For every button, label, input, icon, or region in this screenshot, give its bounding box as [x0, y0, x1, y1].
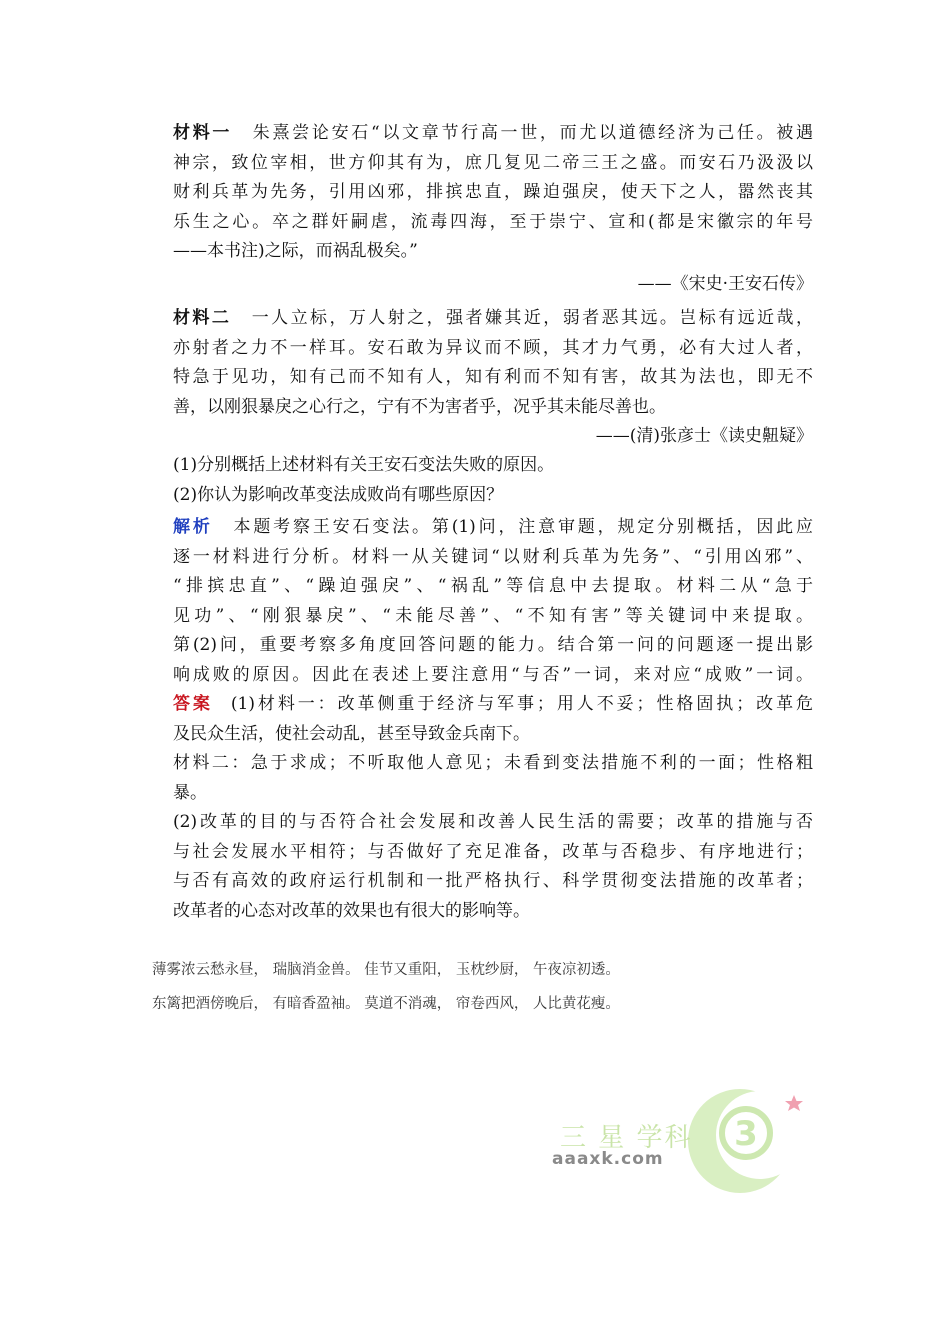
- svg-text:3: 3: [734, 1114, 758, 1154]
- poem-line-1: 薄雾浓云愁永昼， 瑞脑消金兽。 佳节又重阳， 玉枕纱厨， 午夜凉初透。: [152, 962, 620, 978]
- answer-line: 材料二：急于求成；不听取他人意见；未看到变法措施不利的一面；性格粗: [173, 753, 813, 773]
- answer-label: 答案: [173, 694, 213, 714]
- analysis-line: 第(2)问，重要考察多角度回答问题的能力。结合第一问的问题逐一提出影: [173, 635, 813, 655]
- answer: [173, 690, 813, 926]
- analysis-line: 解析 本题考察王安石变法。第(1)问，注意审题，规定分别概括，因此应: [173, 517, 813, 537]
- answer-line: 及民众生活，使社会动乱，甚至导致金兵南下。: [173, 723, 530, 744]
- material-one-label: 材料一: [173, 123, 233, 143]
- material-two-line: 善，以刚狠暴戾之心行之，宁有不为害者乎，况乎其未能尽善也。: [173, 396, 666, 417]
- material-one-line: ——本书注)之际，而祸乱极矣。”: [173, 241, 418, 261]
- material-two: [173, 304, 813, 452]
- material-two-line: 亦射者之力不一样耳。安石敢为异议而不顾，其才力气勇，必有大过人者，: [173, 337, 813, 358]
- answer-line: 答案 (1)材料一：改革侧重于经济与军事；用人不妥；性格固执；改革危: [173, 694, 813, 714]
- material-one-line: 乐生之心。卒之群奸嗣虐，流毒四海，至于崇宁、宣和(都是宋徽宗的年号: [173, 211, 813, 232]
- watermark-logo: [530, 1075, 830, 1205]
- watermark-brand: 三 星 学科: [560, 1123, 693, 1153]
- question-1: (1)分别概括上述材料有关王安石变法失败的原因。: [173, 455, 555, 475]
- answer-line: 与社会发展水平相符；与否做好了充足准备，改革与否稳步、有序地进行；: [173, 841, 813, 862]
- material-two-source: ——(清)张彦士《读史䶊疑》: [595, 426, 813, 446]
- analysis-line: 见功”、“刚狠暴戾”、“未能尽善”、“不知有害”等关键词中来提取。: [173, 605, 813, 626]
- analysis-label: 解析: [173, 517, 213, 537]
- answer-line: (2)改革的目的与否符合社会发展和改善人民生活的需要；改革的措施与否: [173, 812, 813, 832]
- material-one-line: 材料一 朱熹尝论安石“以文章节行高一世，而尤以道德经济为己任。被遇: [173, 123, 813, 143]
- analysis-line: 逐一材料进行分析。材料一从关键词“以财利兵革为先务”、“引用凶邪”、: [173, 546, 813, 567]
- analysis-line: “排摈忠直”、“躁迫强戾”、“祸乱”等信息中去提取。材料二从“急于: [173, 576, 813, 596]
- answer-line: 改革者的心态对改革的效果也有很大的影响等。: [173, 900, 530, 921]
- answer-line: 暴。: [173, 782, 207, 803]
- material-one-line: 神宗，致位宰相，世方仰其有为，庶几复见二帝三王之盛。而安石乃汲汲以: [173, 152, 813, 173]
- material-one: [173, 119, 813, 299]
- questions: [173, 451, 813, 510]
- material-one-line: 财利兵革为先务，引用凶邪，排摈忠直，躁迫强戾，使天下之人，嚣然丧其: [173, 182, 813, 202]
- analysis-line: 响成败的原因。因此在表述上要注意用“与否”一词，来对应“成败”一词。: [173, 664, 813, 685]
- answer-line: 与否有高效的政府运行机制和一批严格执行、科学贯彻变法措施的改革者；: [173, 871, 813, 891]
- watermark-url: aaaxk.com: [552, 1149, 664, 1169]
- material-two-line: 特急于见功，知有己而不知有人，知有利而不知有害，故其为法也，即无不: [173, 367, 813, 387]
- question-2: (2)你认为影响改革变法成败尚有哪些原因？: [173, 484, 504, 505]
- material-two-label: 材料二: [173, 308, 232, 328]
- analysis: [173, 513, 813, 690]
- poem-line-2: 东篱把酒傍晚后， 有暗香盈袖。 莫道不消魂， 帘卷西风， 人比黄花瘦。: [152, 996, 620, 1012]
- material-one-source: ——《宋史·王安石传》: [637, 273, 813, 294]
- material-two-line: 材料二 一人立标，万人射之，强者嫌其近，弱者恶其远。岂标有远近哉，: [173, 308, 813, 328]
